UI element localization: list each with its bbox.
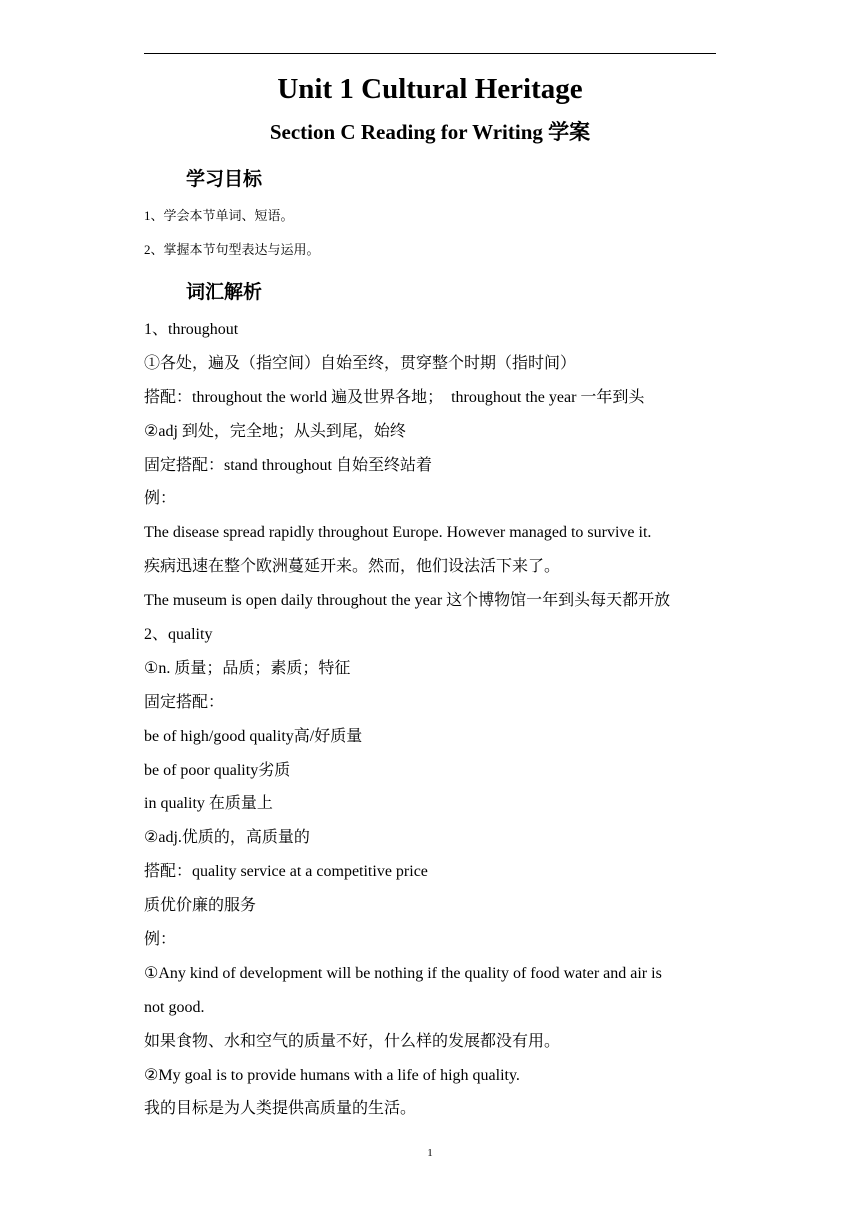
document-subtitle: Section C Reading for Writing 学案	[269, 120, 591, 144]
vocab-line: 例：	[144, 931, 177, 949]
vocab-line: ①n. 质量；品质；素质；特征	[144, 659, 351, 677]
vocab-line: The museum is open daily throughout the year 这个博物馆一年到头每天都开放	[144, 592, 671, 610]
vocab-line: ②My goal is to provide humans with a life of high quality.	[144, 1066, 520, 1084]
vocab-line: ②adj.优质的，高质量的	[144, 829, 310, 847]
vocab-line: 2、quality	[144, 626, 213, 644]
vocab-line: 我的目标是为人类提供高质量的生活。	[144, 1100, 417, 1118]
document-title: Unit 1 Cultural Heritage	[277, 73, 583, 105]
vocab-line: ①各处，遍及（指空间）自始至终，贯穿整个时期（指时间）	[144, 354, 577, 372]
header-rule	[144, 53, 716, 54]
vocab-line: 如果食物、水和空气的质量不好，什么样的发展都没有用。	[144, 1032, 561, 1050]
vocab-line: 搭配：quality service at a competitive price	[144, 863, 428, 881]
vocab-line: 搭配：throughout the world 遍及世界各地； throughout the year 一年到头	[144, 388, 645, 406]
goal-item-2: 2、掌握本节句型表达与运用。	[144, 242, 320, 257]
vocab-line: 1、throughout	[144, 321, 239, 338]
goal-item-1: 1、学会本节单词、短语。	[144, 208, 294, 223]
vocab-line: ②adj 到处，完全地；从头到尾，始终	[144, 422, 406, 440]
vocab-line: 例：	[144, 490, 177, 508]
page-number: 1	[427, 1147, 433, 1159]
vocab-line: ①Any kind of development will be nothing if the quality of food water and air is	[144, 964, 662, 982]
vocab-line: 固定搭配：	[144, 693, 225, 711]
vocab-line: be of high/good quality高/好质量	[144, 727, 363, 745]
vocab-body	[144, 317, 719, 1130]
vocab-line: 质优价廉的服务	[144, 897, 257, 915]
vocab-line: 固定搭配：stand throughout 自始至终站着	[144, 456, 432, 474]
vocab-line: The disease spread rapidly throughout Europe. However managed to survive it.	[144, 524, 652, 542]
vocab-line: be of poor quality劣质	[144, 761, 291, 779]
section-heading-goals: 学习目标	[186, 168, 263, 190]
vocab-line: not good.	[144, 998, 205, 1016]
vocab-line: 疾病迅速在整个欧洲蔓延开来。然而，他们设法活下来了。	[144, 558, 561, 576]
section-heading-vocab: 词汇解析	[186, 281, 263, 303]
vocab-line: in quality 在质量上	[144, 795, 273, 813]
